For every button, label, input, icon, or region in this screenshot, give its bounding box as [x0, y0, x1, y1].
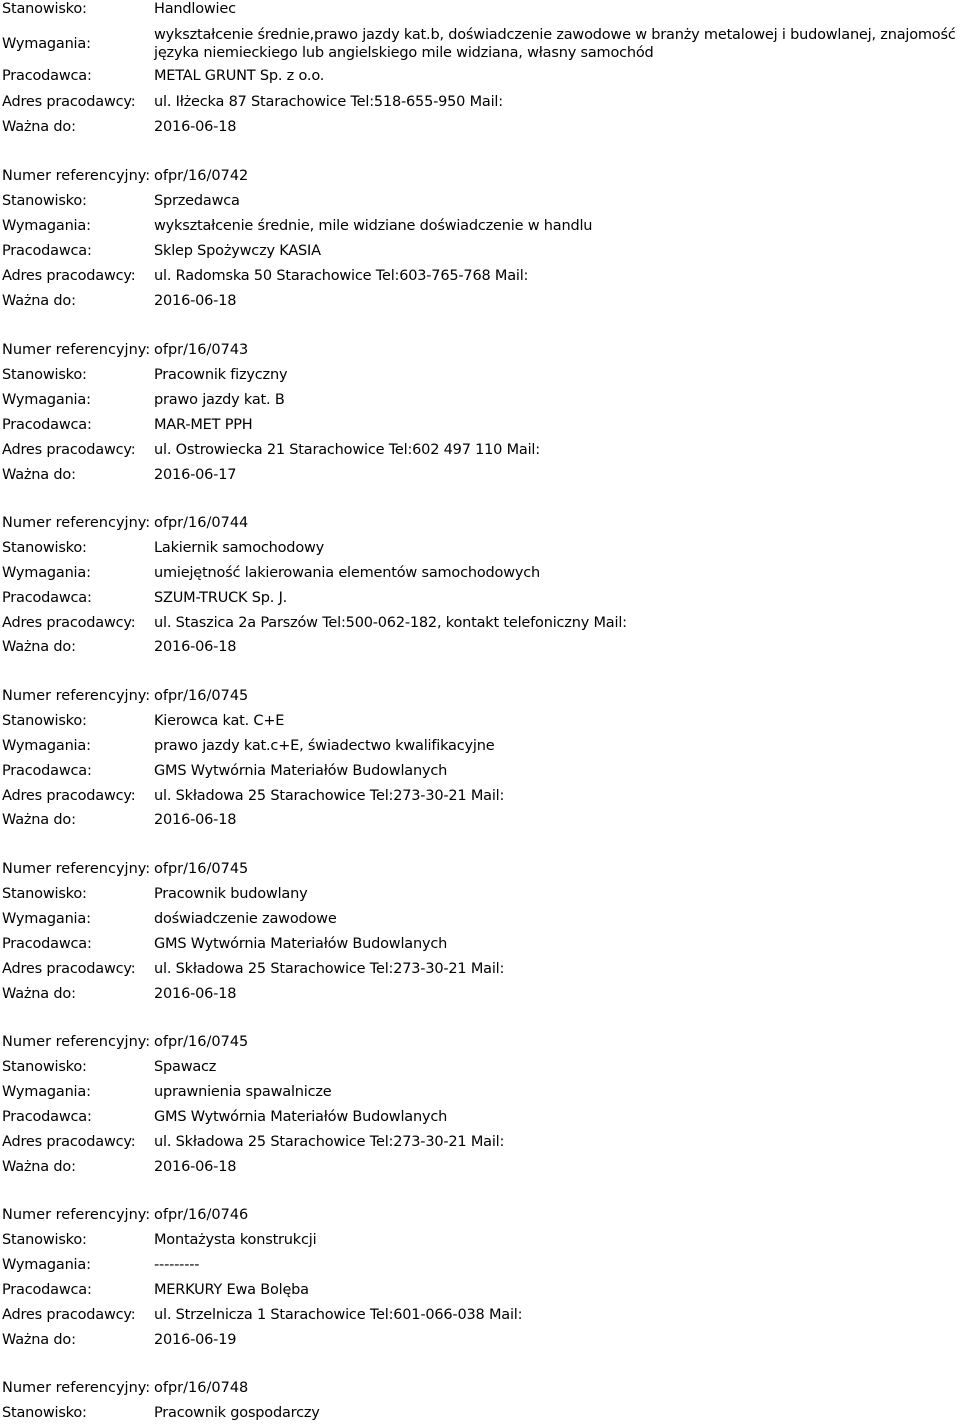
numer-value: ofpr/16/0746 [154, 1207, 249, 1223]
pracodawca-value: Sklep Spożywczy KASIA [154, 243, 321, 259]
wazna-value: 2016-06-17 [154, 467, 237, 483]
wazna-value: 2016-06-18 [154, 1159, 237, 1175]
adres-label: Adres pracodawcy: [2, 94, 136, 110]
wymagania-label: Wymagania: [2, 1084, 91, 1100]
numer-label: Numer referencyjny: [2, 515, 151, 531]
adres-value: ul. Ostrowiecka 21 Starachowice Tel:602 497 110 Mail: [154, 442, 540, 458]
wymagania-value-line1: wykształcenie średnie,prawo jazdy kat.b, doświadczenie zawodowe w branży metalowej i budowlanej, znajomość [154, 27, 956, 43]
wymagania-label: Wymagania: [2, 911, 91, 927]
pracodawca-label: Pracodawca: [2, 590, 92, 606]
adres-value: ul. Radomska 50 Starachowice Tel:603-765-768 Mail: [154, 268, 529, 284]
wymagania-label: Wymagania: [2, 738, 91, 754]
wymagania-label: Wymagania: [2, 218, 91, 234]
pracodawca-label: Pracodawca: [2, 936, 92, 952]
stanowisko-value: Pracownik fizyczny [154, 367, 288, 383]
adres-value: ul. Strzelnicza 1 Starachowice Tel:601-066-038 Mail: [154, 1307, 523, 1323]
wymagania-value: prawo jazdy kat.c+E, świadectwo kwalifikacyjne [154, 738, 495, 754]
stanowisko-value: Spawacz [154, 1059, 217, 1075]
stanowisko-label: Stanowisko: [2, 1059, 87, 1075]
stanowisko-label: Stanowisko: [2, 193, 87, 209]
numer-value: ofpr/16/0743 [154, 342, 249, 358]
numer-value: ofpr/16/0745 [154, 1034, 249, 1050]
adres-value: ul. Składowa 25 Starachowice Tel:273-30-21 Mail: [154, 788, 505, 804]
pracodawca-value: SZUM-TRUCK Sp. J. [154, 590, 288, 606]
numer-label: Numer referencyjny: [2, 342, 151, 358]
stanowisko-value: Lakiernik samochodowy [154, 540, 325, 556]
pracodawca-value: GMS Wytwórnia Materiałów Budowlanych [154, 763, 448, 779]
wazna-value: 2016-06-18 [154, 812, 237, 828]
wymagania-label: Wymagania: [2, 1257, 91, 1273]
wymagania-label: Wymagania: [2, 565, 91, 581]
pracodawca-value: METAL GRUNT Sp. z o.o. [154, 68, 325, 84]
numer-label: Numer referencyjny: [2, 1380, 151, 1396]
adres-label: Adres pracodawcy: [2, 442, 136, 458]
adres-value: ul. Składowa 25 Starachowice Tel:273-30-21 Mail: [154, 1134, 505, 1150]
adres-value: ul. Staszica 2a Parszów Tel:500-062-182, kontakt telefoniczny Mail: [154, 615, 627, 631]
stanowisko-label: Stanowisko: [2, 713, 87, 729]
wymagania-value-line2: języka niemieckiego lub angielskiego mile widziana, własny samochód [154, 45, 654, 61]
wazna-value: 2016-06-18 [154, 639, 237, 655]
wazna-value: 2016-06-18 [154, 986, 237, 1002]
wazna-value: 2016-06-19 [154, 1332, 237, 1348]
wazna-label: Ważna do: [2, 1332, 76, 1348]
pracodawca-label: Pracodawca: [2, 417, 92, 433]
adres-label: Adres pracodawcy: [2, 961, 136, 977]
adres-label: Adres pracodawcy: [2, 788, 136, 804]
pracodawca-value: MAR-MET PPH [154, 417, 253, 433]
stanowisko-label: Stanowisko: [2, 367, 87, 383]
numer-value: ofpr/16/0744 [154, 515, 249, 531]
pracodawca-label: Pracodawca: [2, 1282, 92, 1298]
pracodawca-label: Pracodawca: [2, 763, 92, 779]
stanowisko-label: Stanowisko: [2, 886, 87, 902]
stanowisko-value: Handlowiec [154, 1, 236, 17]
numer-label: Numer referencyjny: [2, 1034, 151, 1050]
stanowisko-value: Sprzedawca [154, 193, 240, 209]
wazna-label: Ważna do: [2, 812, 76, 828]
pracodawca-value: MERKURY Ewa Bolęba [154, 1282, 309, 1298]
wymagania-label: Wymagania: [2, 392, 91, 408]
numer-label: Numer referencyjny: [2, 688, 151, 704]
numer-label: Numer referencyjny: [2, 168, 151, 184]
adres-value: ul. Iłżecka 87 Starachowice Tel:518-655-950 Mail: [154, 94, 503, 110]
wazna-label: Ważna do: [2, 986, 76, 1002]
wymagania-value: wykształcenie średnie, mile widziane doświadczenie w handlu [154, 218, 593, 234]
stanowisko-label: Stanowisko: [2, 540, 87, 556]
pracodawca-value: GMS Wytwórnia Materiałów Budowlanych [154, 1109, 448, 1125]
pracodawca-value: GMS Wytwórnia Materiałów Budowlanych [154, 936, 448, 952]
adres-label: Adres pracodawcy: [2, 1307, 136, 1323]
stanowisko-label: Stanowisko: [2, 1, 87, 17]
pracodawca-label: Pracodawca: [2, 68, 92, 84]
wazna-label: Ważna do: [2, 467, 76, 483]
numer-value: ofpr/16/0745 [154, 688, 249, 704]
stanowisko-value: Kierowca kat. C+E [154, 713, 285, 729]
wymagania-value: umiejętność lakierowania elementów samochodowych [154, 565, 541, 581]
stanowisko-value: Pracownik gospodarczy [154, 1405, 320, 1421]
adres-label: Adres pracodawcy: [2, 1134, 136, 1150]
numer-label: Numer referencyjny: [2, 1207, 151, 1223]
wymagania-value: doświadczenie zawodowe [154, 911, 337, 927]
numer-label: Numer referencyjny: [2, 861, 151, 877]
adres-label: Adres pracodawcy: [2, 615, 136, 631]
adres-value: ul. Składowa 25 Starachowice Tel:273-30-21 Mail: [154, 961, 505, 977]
stanowisko-label: Stanowisko: [2, 1405, 87, 1421]
wazna-label: Ważna do: [2, 1159, 76, 1175]
wazna-value: 2016-06-18 [154, 119, 237, 135]
numer-value: ofpr/16/0742 [154, 168, 249, 184]
stanowisko-value: Montażysta konstrukcji [154, 1232, 317, 1248]
wazna-value: 2016-06-18 [154, 293, 237, 309]
wymagania-value: uprawnienia spawalnicze [154, 1084, 332, 1100]
numer-value: ofpr/16/0748 [154, 1380, 249, 1396]
numer-value: ofpr/16/0745 [154, 861, 249, 877]
adres-label: Adres pracodawcy: [2, 268, 136, 284]
wazna-label: Ważna do: [2, 293, 76, 309]
wazna-label: Ważna do: [2, 119, 76, 135]
wazna-label: Ważna do: [2, 639, 76, 655]
stanowisko-label: Stanowisko: [2, 1232, 87, 1248]
wymagania-value: --------- [154, 1257, 200, 1273]
stanowisko-value: Pracownik budowlany [154, 886, 308, 902]
wymagania-label: Wymagania: [2, 36, 91, 52]
pracodawca-label: Pracodawca: [2, 243, 92, 259]
pracodawca-label: Pracodawca: [2, 1109, 92, 1125]
wymagania-value: prawo jazdy kat. B [154, 392, 285, 408]
